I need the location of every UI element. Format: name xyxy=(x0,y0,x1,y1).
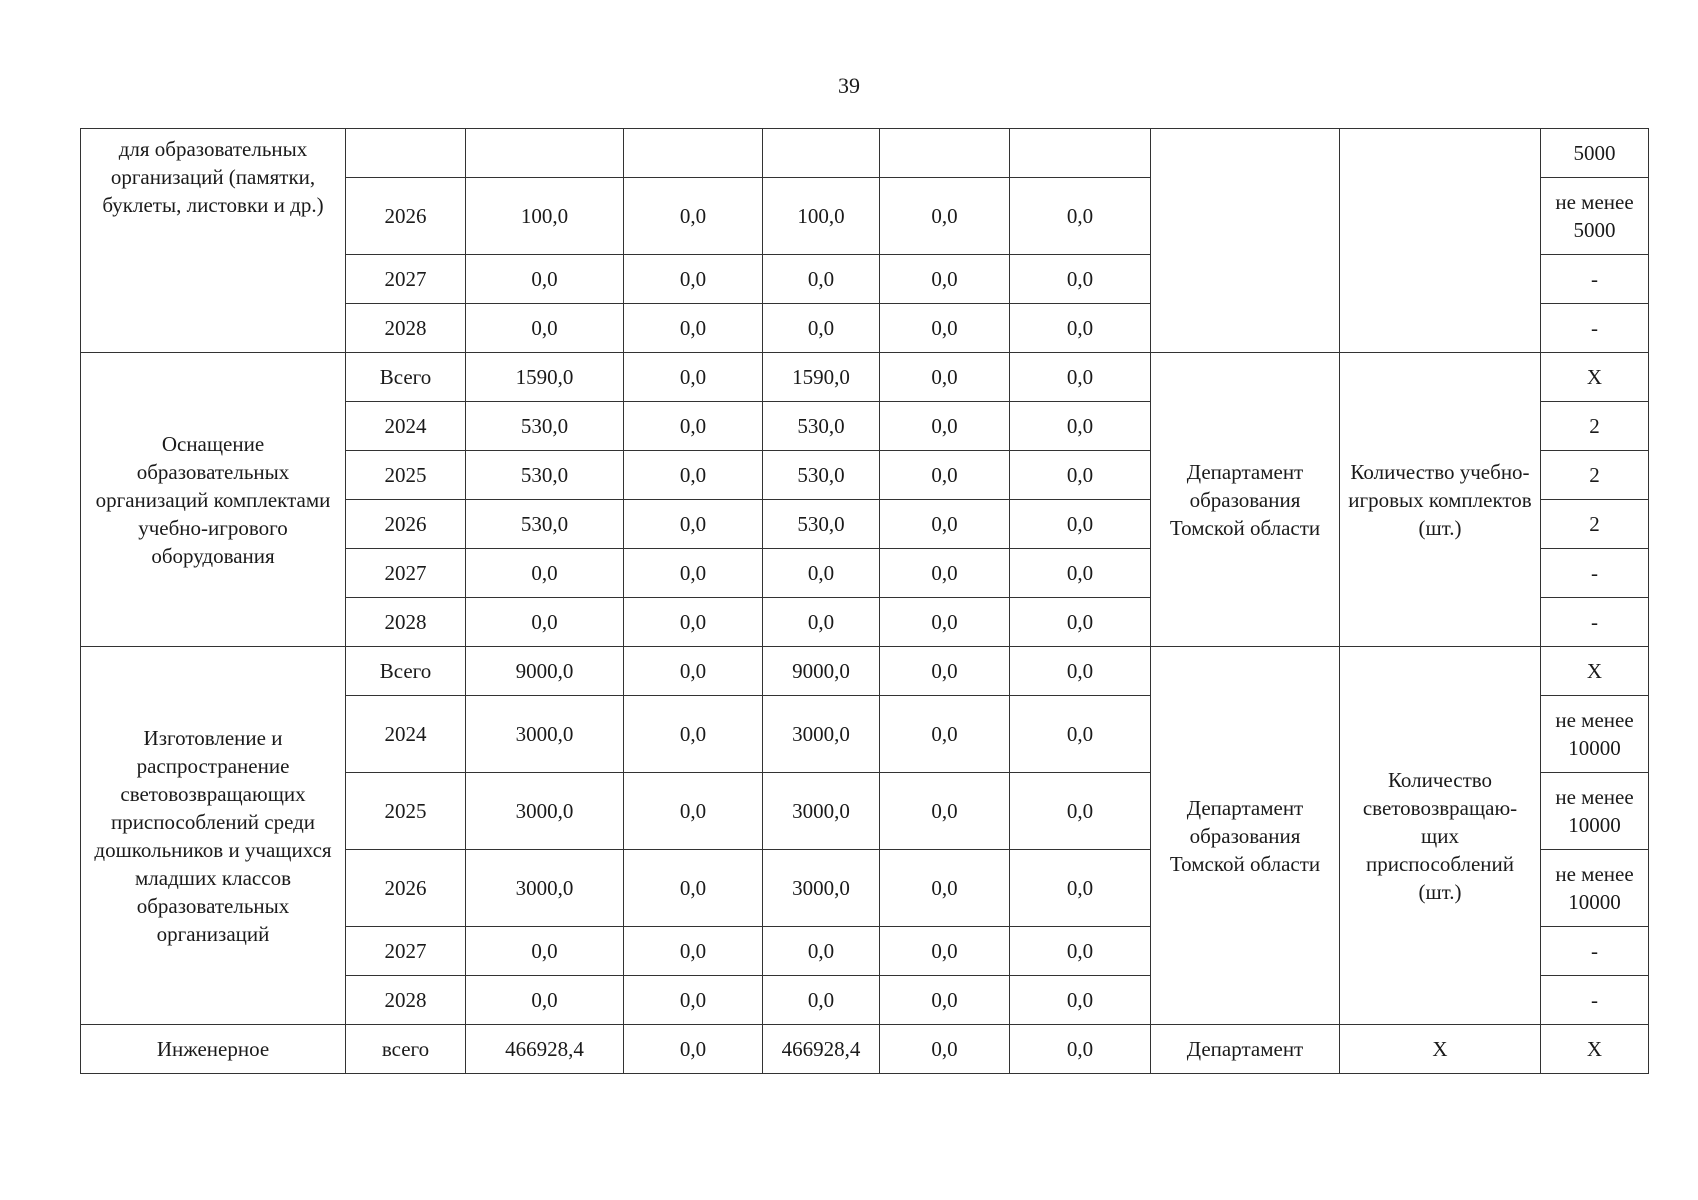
year-cell: 2025 xyxy=(346,451,466,500)
target-cell: - xyxy=(1541,549,1649,598)
page-number: 39 xyxy=(838,73,860,98)
regional-cell: 100,0 xyxy=(763,178,880,255)
year-cell: всего xyxy=(346,1025,466,1074)
target-cell: 2 xyxy=(1541,500,1649,549)
extrabudget-cell: 0,0 xyxy=(1010,647,1151,696)
year-cell: 2026 xyxy=(346,178,466,255)
year-cell: Всего xyxy=(346,647,466,696)
municipal-cell: 0,0 xyxy=(880,647,1010,696)
extrabudget-cell: 0,0 xyxy=(1010,304,1151,353)
regional-cell: 0,0 xyxy=(763,927,880,976)
total-cell: 0,0 xyxy=(466,304,624,353)
total-cell: 9000,0 xyxy=(466,647,624,696)
target-cell: 2 xyxy=(1541,402,1649,451)
federal-cell: 0,0 xyxy=(624,353,763,402)
target-cell: не менее 10000 xyxy=(1541,696,1649,773)
federal-cell: 0,0 xyxy=(624,647,763,696)
total-cell: 0,0 xyxy=(466,255,624,304)
target-cell: не менее 5000 xyxy=(1541,178,1649,255)
municipal-cell: 0,0 xyxy=(880,1025,1010,1074)
target-cell: 2 xyxy=(1541,451,1649,500)
year-cell xyxy=(346,129,466,178)
event-name: Оснащение образовательных организаций комплектами учебно-игрового оборудования xyxy=(81,353,346,647)
indicator-cell xyxy=(1340,129,1541,353)
target-cell: - xyxy=(1541,598,1649,647)
target-cell: X xyxy=(1541,647,1649,696)
extrabudget-cell: 0,0 xyxy=(1010,353,1151,402)
municipal-cell: 0,0 xyxy=(880,927,1010,976)
total-cell: 3000,0 xyxy=(466,773,624,850)
extrabudget-cell: 0,0 xyxy=(1010,1025,1151,1074)
extrabudget-cell: 0,0 xyxy=(1010,850,1151,927)
federal-cell: 0,0 xyxy=(624,500,763,549)
regional-cell: 9000,0 xyxy=(763,647,880,696)
department-cell: Департамент образования Томской области xyxy=(1151,647,1340,1025)
total-cell: 0,0 xyxy=(466,927,624,976)
federal-cell: 0,0 xyxy=(624,178,763,255)
total-cell xyxy=(466,129,624,178)
year-cell: Всего xyxy=(346,353,466,402)
year-cell: 2028 xyxy=(346,304,466,353)
total-cell: 530,0 xyxy=(466,500,624,549)
municipal-cell: 0,0 xyxy=(880,850,1010,927)
regional-cell: 0,0 xyxy=(763,549,880,598)
total-cell: 530,0 xyxy=(466,402,624,451)
total-cell: 1590,0 xyxy=(466,353,624,402)
regional-cell: 1590,0 xyxy=(763,353,880,402)
table-row xyxy=(81,1025,1649,1074)
municipal-cell: 0,0 xyxy=(880,598,1010,647)
total-cell: 100,0 xyxy=(466,178,624,255)
target-cell: - xyxy=(1541,304,1649,353)
extrabudget-cell xyxy=(1010,129,1151,178)
extrabudget-cell: 0,0 xyxy=(1010,927,1151,976)
year-cell: 2026 xyxy=(346,850,466,927)
year-cell: 2027 xyxy=(346,549,466,598)
municipal-cell: 0,0 xyxy=(880,255,1010,304)
federal-cell: 0,0 xyxy=(624,451,763,500)
regional-cell: 0,0 xyxy=(763,976,880,1025)
total-cell: 530,0 xyxy=(466,451,624,500)
regional-cell: 3000,0 xyxy=(763,773,880,850)
federal-cell: 0,0 xyxy=(624,304,763,353)
federal-cell xyxy=(624,129,763,178)
municipal-cell: 0,0 xyxy=(880,178,1010,255)
year-cell: 2028 xyxy=(346,598,466,647)
extrabudget-cell: 0,0 xyxy=(1010,255,1151,304)
target-cell: - xyxy=(1541,927,1649,976)
event-name: для образовательных организаций (памятки, буклеты, листовки и др.) xyxy=(81,129,346,353)
federal-cell: 0,0 xyxy=(624,773,763,850)
extrabudget-cell: 0,0 xyxy=(1010,696,1151,773)
federal-cell: 0,0 xyxy=(624,850,763,927)
municipal-cell: 0,0 xyxy=(880,976,1010,1025)
regional-cell: 3000,0 xyxy=(763,696,880,773)
budget-table xyxy=(80,128,1649,1074)
federal-cell: 0,0 xyxy=(624,598,763,647)
municipal-cell: 0,0 xyxy=(880,549,1010,598)
indicator-cell: Количество учебно-игровых комплектов (шт.) xyxy=(1340,353,1541,647)
table-row xyxy=(81,647,1649,696)
target-cell: 5000 xyxy=(1541,129,1649,178)
year-cell: 2026 xyxy=(346,500,466,549)
year-cell: 2025 xyxy=(346,773,466,850)
regional-cell: 3000,0 xyxy=(763,850,880,927)
year-cell: 2024 xyxy=(346,402,466,451)
regional-cell: 466928,4 xyxy=(763,1025,880,1074)
municipal-cell: 0,0 xyxy=(880,353,1010,402)
regional-cell: 530,0 xyxy=(763,451,880,500)
regional-cell: 0,0 xyxy=(763,598,880,647)
target-cell: X xyxy=(1541,353,1649,402)
target-cell: X xyxy=(1541,1025,1649,1074)
target-cell: - xyxy=(1541,976,1649,1025)
municipal-cell: 0,0 xyxy=(880,696,1010,773)
regional-cell xyxy=(763,129,880,178)
target-cell: не менее 10000 xyxy=(1541,850,1649,927)
total-cell: 0,0 xyxy=(466,598,624,647)
extrabudget-cell: 0,0 xyxy=(1010,549,1151,598)
federal-cell: 0,0 xyxy=(624,696,763,773)
extrabudget-cell: 0,0 xyxy=(1010,976,1151,1025)
total-cell: 3000,0 xyxy=(466,696,624,773)
extrabudget-cell: 0,0 xyxy=(1010,500,1151,549)
total-cell: 0,0 xyxy=(466,549,624,598)
municipal-cell: 0,0 xyxy=(880,304,1010,353)
table-row xyxy=(81,353,1649,402)
federal-cell: 0,0 xyxy=(624,1025,763,1074)
year-cell: 2028 xyxy=(346,976,466,1025)
extrabudget-cell: 0,0 xyxy=(1010,451,1151,500)
year-cell: 2027 xyxy=(346,927,466,976)
municipal-cell: 0,0 xyxy=(880,402,1010,451)
regional-cell: 530,0 xyxy=(763,500,880,549)
extrabudget-cell: 0,0 xyxy=(1010,402,1151,451)
federal-cell: 0,0 xyxy=(624,402,763,451)
regional-cell: 530,0 xyxy=(763,402,880,451)
extrabudget-cell: 0,0 xyxy=(1010,178,1151,255)
extrabudget-cell: 0,0 xyxy=(1010,773,1151,850)
total-cell: 3000,0 xyxy=(466,850,624,927)
year-cell: 2027 xyxy=(346,255,466,304)
year-cell: 2024 xyxy=(346,696,466,773)
municipal-cell: 0,0 xyxy=(880,451,1010,500)
department-cell: Департамент xyxy=(1151,1025,1340,1074)
federal-cell: 0,0 xyxy=(624,549,763,598)
federal-cell: 0,0 xyxy=(624,255,763,304)
regional-cell: 0,0 xyxy=(763,255,880,304)
event-name: Изготовление и распространение световозвращающих приспособлений среди дошкольников и учащихся младших классов образовательных организаций xyxy=(81,647,346,1025)
total-cell: 0,0 xyxy=(466,976,624,1025)
department-cell xyxy=(1151,129,1340,353)
department-cell: Департамент образования Томской области xyxy=(1151,353,1340,647)
indicator-cell: Количество световозвращаю-щих приспособлений (шт.) xyxy=(1340,647,1541,1025)
federal-cell: 0,0 xyxy=(624,927,763,976)
target-cell: - xyxy=(1541,255,1649,304)
municipal-cell xyxy=(880,129,1010,178)
regional-cell: 0,0 xyxy=(763,304,880,353)
event-name: Инженерное xyxy=(81,1025,346,1074)
target-cell: не менее 10000 xyxy=(1541,773,1649,850)
total-cell: 466928,4 xyxy=(466,1025,624,1074)
indicator-cell: X xyxy=(1340,1025,1541,1074)
federal-cell: 0,0 xyxy=(624,976,763,1025)
extrabudget-cell: 0,0 xyxy=(1010,598,1151,647)
municipal-cell: 0,0 xyxy=(880,773,1010,850)
table-row xyxy=(81,129,1649,178)
municipal-cell: 0,0 xyxy=(880,500,1010,549)
